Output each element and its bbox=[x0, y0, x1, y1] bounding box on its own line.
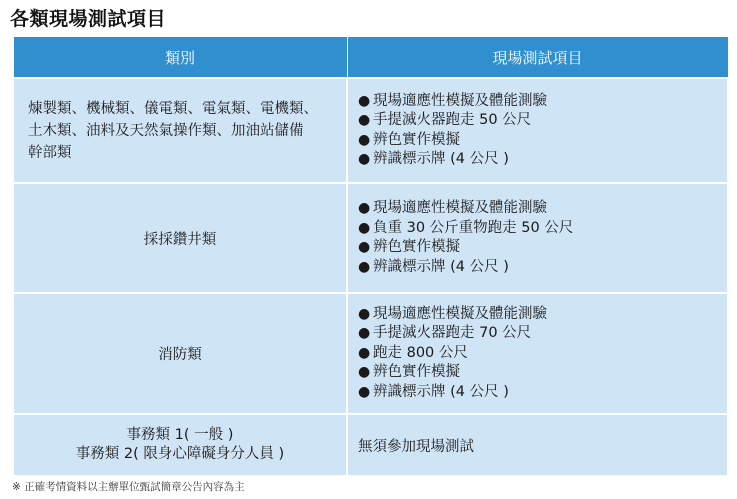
bullet-icon: ● bbox=[358, 92, 371, 109]
table-row bbox=[13, 293, 728, 414]
bullet-icon: ● bbox=[358, 325, 371, 342]
page-title: 各類現場測試項目 bbox=[10, 8, 167, 30]
test-items-table bbox=[12, 36, 729, 477]
category-cell bbox=[13, 414, 347, 476]
bullet-icon: ● bbox=[358, 151, 371, 167]
test-items-cell bbox=[347, 414, 728, 476]
header-category: 類別 bbox=[13, 37, 347, 79]
test-item-text: 現場適應性模擬及體能測驗 bbox=[373, 305, 547, 322]
bullet-icon: ● bbox=[358, 305, 371, 322]
no-test-text: 無須參加現場測試 bbox=[358, 438, 474, 455]
category-line: 幹部類 bbox=[28, 144, 72, 161]
list-item bbox=[358, 344, 717, 364]
bullet-icon: ● bbox=[358, 344, 371, 361]
test-item-text: 辨識標示牌 (4 公尺 ) bbox=[373, 151, 509, 167]
list-item bbox=[358, 131, 717, 151]
table-row bbox=[13, 78, 728, 183]
footnote: ※ 正確考情資料以主辦單位甄試簡章公告內容為主 bbox=[12, 481, 245, 493]
category-line: 事務類 2( 限身心障礙身分人員 ) bbox=[75, 446, 285, 462]
test-item-text: 負重 30 公斤重物跑走 50 公尺 bbox=[373, 219, 574, 236]
test-items-cell bbox=[347, 293, 728, 414]
bullet-icon: ● bbox=[358, 112, 371, 128]
test-items-cell bbox=[347, 183, 728, 293]
list-item bbox=[358, 111, 717, 131]
test-item-text: 現場適應性模擬及體能測驗 bbox=[373, 92, 547, 109]
list-item bbox=[358, 199, 717, 219]
list-item bbox=[358, 324, 717, 344]
test-item-text: 跑走 800 公尺 bbox=[373, 344, 468, 361]
category-cell bbox=[13, 183, 347, 293]
header-test-items: 現場測試項目 bbox=[347, 37, 728, 79]
table-row bbox=[13, 183, 728, 293]
test-item-text: 辨識標示牌 (4 公尺 ) bbox=[373, 383, 509, 400]
bullet-icon: ● bbox=[358, 258, 371, 275]
list-item bbox=[358, 305, 717, 325]
table-header-row bbox=[13, 37, 728, 79]
test-item-text: 辨識標示牌 (4 公尺 ) bbox=[373, 258, 509, 275]
list-item bbox=[358, 219, 717, 239]
category-cell bbox=[13, 78, 347, 183]
category-line: 消防類 bbox=[158, 347, 202, 363]
list-item bbox=[358, 92, 717, 112]
category-cell bbox=[13, 293, 347, 414]
category-line: 煉製類、機械類、儀電類、電氣類、電機類、 bbox=[28, 100, 318, 117]
category-line: 土木類、油料及天然氣操作類、加油站儲備 bbox=[28, 122, 304, 139]
bullet-icon: ● bbox=[358, 239, 371, 255]
test-items-cell bbox=[347, 78, 728, 183]
test-item-text: 手提滅火器跑走 50 公尺 bbox=[373, 112, 532, 128]
test-item-text: 辨色實作模擬 bbox=[373, 131, 460, 148]
category-line: 採採鑽井類 bbox=[143, 231, 217, 248]
list-item bbox=[358, 383, 717, 403]
test-item-text: 現場適應性模擬及體能測驗 bbox=[373, 200, 547, 216]
bullet-icon: ● bbox=[358, 383, 371, 400]
test-item-text: 辨色實作模擬 bbox=[373, 239, 460, 255]
bullet-icon: ● bbox=[358, 131, 371, 148]
bullet-icon: ● bbox=[358, 200, 371, 216]
test-item-text: 辨色實作模擬 bbox=[373, 364, 460, 381]
list-item bbox=[358, 258, 717, 278]
category-line: 事務類 1( 一般 ) bbox=[126, 427, 234, 443]
bullet-icon: ● bbox=[358, 219, 371, 236]
list-item bbox=[358, 238, 717, 258]
test-item-text: 手提滅火器跑走 70 公尺 bbox=[373, 325, 532, 342]
list-item bbox=[358, 150, 717, 170]
table-row bbox=[13, 414, 728, 476]
bullet-icon: ● bbox=[358, 364, 371, 381]
list-item bbox=[358, 363, 717, 383]
